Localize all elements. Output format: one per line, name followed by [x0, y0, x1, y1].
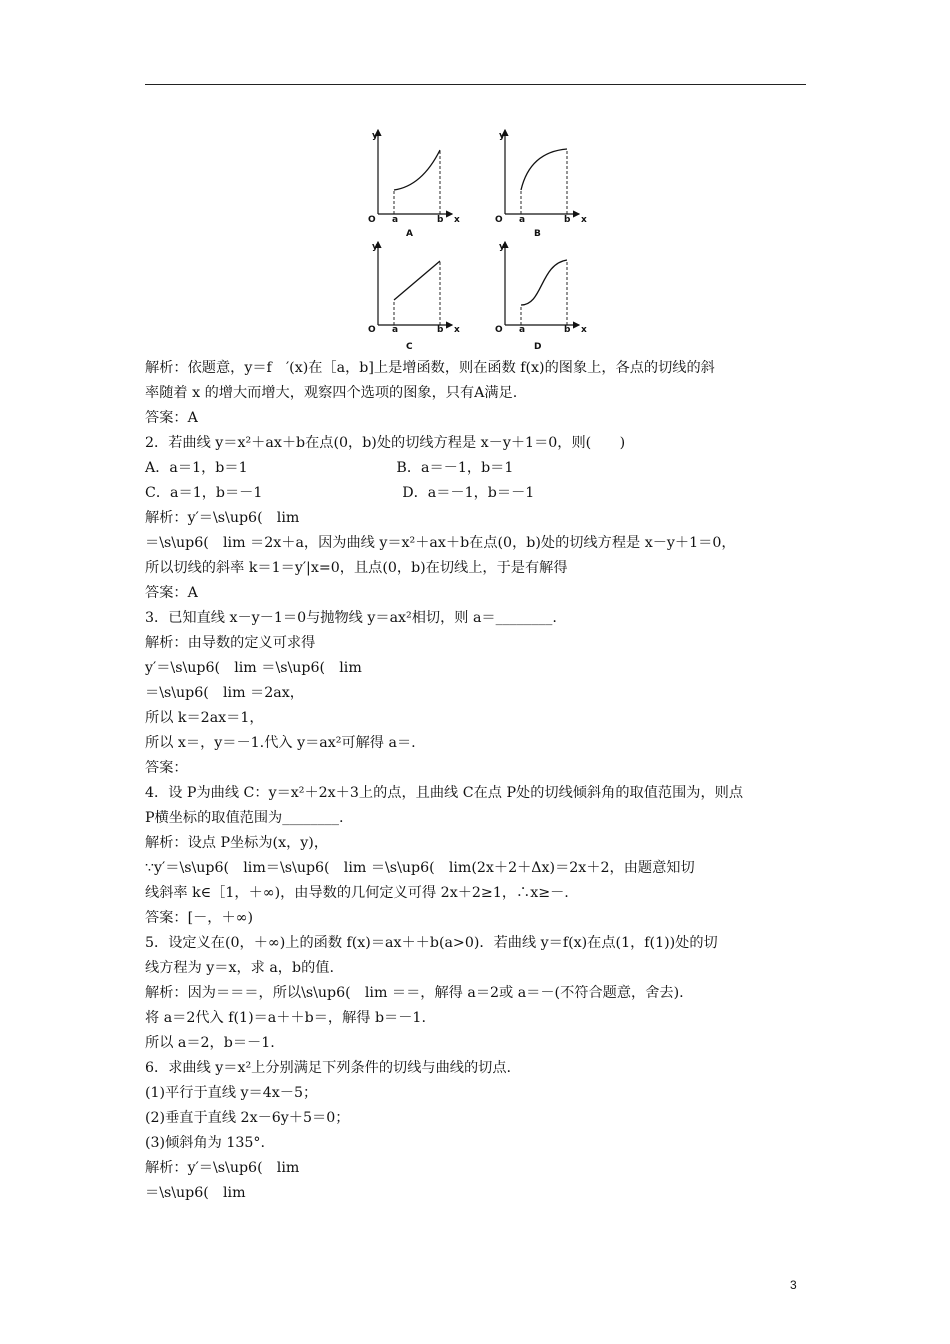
panel-c — [368, 242, 460, 352]
text-line: 率随着 x 的增大而增大，观察四个选项的图象，只有A满足. — [145, 385, 518, 401]
text-line: 解析：y′＝\s\up6( lim — [145, 510, 300, 526]
panel-b-a-label: a — [519, 215, 526, 225]
text-line: 3．已知直线 x－y－1＝0与抛物线 y＝ax²相切，则 a＝________. — [145, 610, 557, 626]
page-number: 3 — [790, 1278, 797, 1292]
text-line: C．a＝1，b＝－1 D．a＝－1，b＝－1 — [145, 485, 535, 501]
panel-c-x-label: x — [454, 325, 460, 335]
text-line: A．a＝1，b＝1 B．a＝－1，b＝1 — [145, 460, 514, 476]
panel-a-origin: O — [368, 215, 376, 225]
header-rule — [145, 84, 806, 85]
text-line: 解析：因为＝＝＝，所以\s\up6( lim ＝＝，解得 a＝2或 a＝－(不符合题意，舍去). — [145, 985, 684, 1001]
text-line: 6．求曲线 y＝x²上分别满足下列条件的切线与曲线的切点. — [145, 1060, 512, 1076]
panel-a-caption: A — [406, 229, 413, 239]
panel-b-origin: O — [495, 215, 503, 225]
line-c — [394, 261, 440, 300]
text-line: ∵y′＝\s\up6( lim＝\s\up6( lim ＝\s\up6( lim(2x＋2＋Δx)＝2x＋2，由题意知切 — [145, 860, 695, 876]
panel-c-caption: C — [406, 342, 413, 352]
text-line: 线方程为 y＝x，求 a，b的值. — [145, 960, 334, 976]
text-line: 2．若曲线 y＝x²＋ax＋b在点(0，b)处的切线方程是 x－y＋1＝0，则( ) — [145, 435, 626, 451]
text-line: 所以 a＝2，b＝－1. — [145, 1035, 275, 1051]
panel-c-y-label: y — [372, 242, 378, 252]
curve-b — [521, 149, 567, 190]
text-line: (3)倾斜角为 135°. — [145, 1135, 266, 1151]
panel-b-x-label: x — [581, 215, 587, 225]
text-line: 5．设定义在(0，＋∞)上的函数 f(x)＝ax＋＋b(a>0)．若曲线 y＝f(x)在点(1，f(1))处的切 — [145, 935, 718, 951]
panel-a-a-label: a — [392, 215, 399, 225]
graph-options-figure — [360, 118, 600, 358]
panel-d-b-label: b — [564, 325, 571, 335]
text-line: 解析：y′＝\s\up6( lim — [145, 1160, 300, 1176]
panel-a-b-label: b — [437, 215, 444, 225]
text-line: 答案：A — [145, 410, 198, 426]
text-line: ＝\s\up6( lim ＝2x＋a，因为曲线 y＝x²＋ax＋b在点(0，b)处的切线方程是 x－y＋1＝0， — [145, 535, 736, 551]
panel-a — [368, 130, 460, 239]
text-line: P横坐标的取值范围为________. — [145, 810, 344, 826]
panel-c-origin: O — [368, 325, 376, 335]
text-line: 答案：[－，＋∞) — [145, 910, 254, 926]
text-line: ＝\s\up6( lim — [145, 1185, 246, 1201]
panel-c-b-label: b — [437, 325, 444, 335]
panel-a-y-label: y — [372, 131, 378, 141]
text-line: (1)平行于直线 y＝4x－5； — [145, 1085, 318, 1101]
text-line: (2)垂直于直线 2x－6y＋5＝0； — [145, 1110, 350, 1126]
text-line: 答案：A — [145, 585, 198, 601]
text-line: 解析：设点 P坐标为(x，y)， — [145, 835, 329, 851]
graph-options-svg — [360, 118, 600, 358]
text-line: 解析：依题意，y＝f ′(x)在［a，b]上是增函数，则在函数 f(x)的图象上，各点的切线的斜 — [145, 360, 715, 376]
curve-d — [521, 260, 567, 305]
panel-b-b-label: b — [564, 215, 571, 225]
text-line: 4．设 P为曲线 C：y＝x²＋2x＋3上的点，且曲线 C在点 P处的切线倾斜角的取值范围为，则点 — [145, 785, 744, 801]
text-line: 将 a＝2代入 f(1)＝a＋＋b＝，解得 b＝－1. — [145, 1010, 426, 1026]
panel-d-x-label: x — [581, 325, 587, 335]
panel-d-a-label: a — [519, 325, 526, 335]
text-line: 解析：由导数的定义可求得 — [145, 635, 316, 651]
panel-c-a-label: a — [392, 325, 399, 335]
panel-d-caption: D — [534, 342, 542, 352]
text-line: 所以 k＝2ax＝1， — [145, 710, 264, 726]
panel-d — [495, 242, 587, 352]
text-line: 答案： — [145, 760, 188, 776]
text-line: 所以 x＝，y＝－1.代入 y＝ax²可解得 a＝. — [145, 735, 416, 751]
panel-b-caption: B — [534, 229, 541, 239]
panel-d-y-label: y — [499, 242, 505, 252]
panel-b-y-label: y — [499, 131, 505, 141]
panel-d-origin: O — [495, 325, 503, 335]
text-line: 线斜率 k∈［1，＋∞)，由导数的几何定义可得 2x＋2≥1，∴x≥－. — [145, 885, 569, 901]
panel-a-x-label: x — [454, 215, 460, 225]
text-line: 所以切线的斜率 k＝1＝y′|x=0，且点(0，b)在切线上，于是有解得 — [145, 560, 568, 576]
curve-a — [394, 150, 440, 190]
text-line: y′＝\s\up6( lim ＝\s\up6( lim — [145, 660, 362, 676]
panel-b — [495, 130, 587, 239]
text-line: ＝\s\up6( lim ＝2ax， — [145, 685, 304, 701]
